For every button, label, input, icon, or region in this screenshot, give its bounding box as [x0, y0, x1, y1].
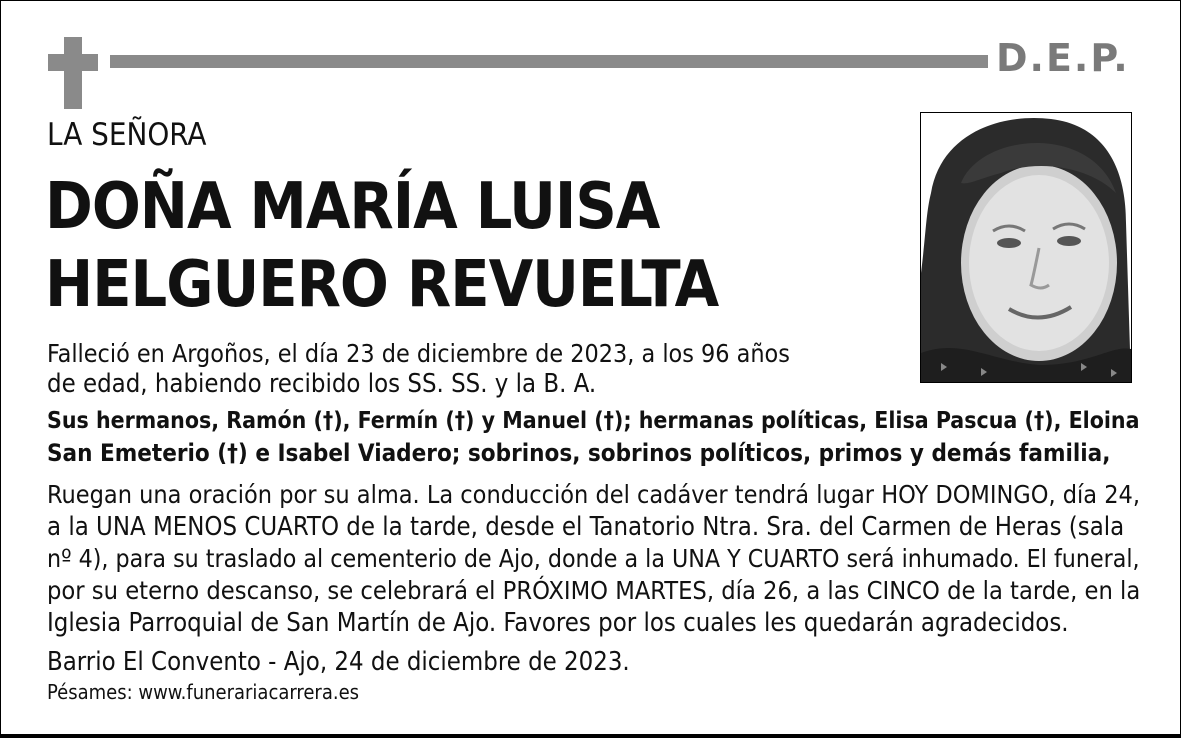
family-line-1: Sus hermanos, Ramón (†), Fermín (†) y Manuel (†); hermanas políticas, Elisa Pascua (†), Eloina — [47, 408, 1140, 434]
deceased-name-line-2: HELGUERO REVUELTA — [45, 248, 719, 322]
request-line-2: a la UNA MENOS CUARTO de la tarde, desde el Tanatorio Ntra. Sra. del Carmen de Heras (sala — [47, 512, 1125, 542]
condolences-link[interactable]: Pésames: www.funerariacarrera.es — [47, 680, 360, 704]
header-rule — [110, 55, 988, 68]
title-la-senora: LA SEÑORA — [47, 117, 207, 153]
death-line-1: Falleció en Argoños, el día 23 de diciembre de 2023, a los 96 años — [47, 339, 790, 368]
deceased-name-line-1: DOÑA MARÍA LUISA — [45, 170, 660, 244]
request-line-3: nº 4), para su traslado al cementerio de Ajo, donde a la UNA Y CUARTO será inhumado. El funeral, — [47, 544, 1140, 573]
death-line-2: de edad, habiendo recibido los SS. SS. y la B. A. — [47, 369, 597, 399]
request-line-1: Ruegan una oración por su alma. La conducción del cadáver tendrá lugar HOY DOMINGO, día 24, — [47, 480, 1140, 509]
place-date: Barrio El Convento - Ajo, 24 de diciembre de 2023. — [47, 647, 630, 677]
family-line-2: San Emeterio (†) e Isabel Viadero; sobrinos, sobrinos políticos, primos y demás familia, — [47, 439, 1111, 467]
dep-label: D.E.P. — [996, 36, 1130, 80]
latin-cross-icon — [48, 37, 98, 109]
request-line-5: Iglesia Parroquial de San Martín de Ajo. Favores por los cuales les quedarán agradecidos. — [47, 608, 1069, 638]
request-line-4: por su eterno descanso, se celebrará el PRÓXIMO MARTES, día 26, a las CINCO de la tarde, en la — [47, 576, 1141, 605]
portrait-photo — [920, 112, 1132, 383]
